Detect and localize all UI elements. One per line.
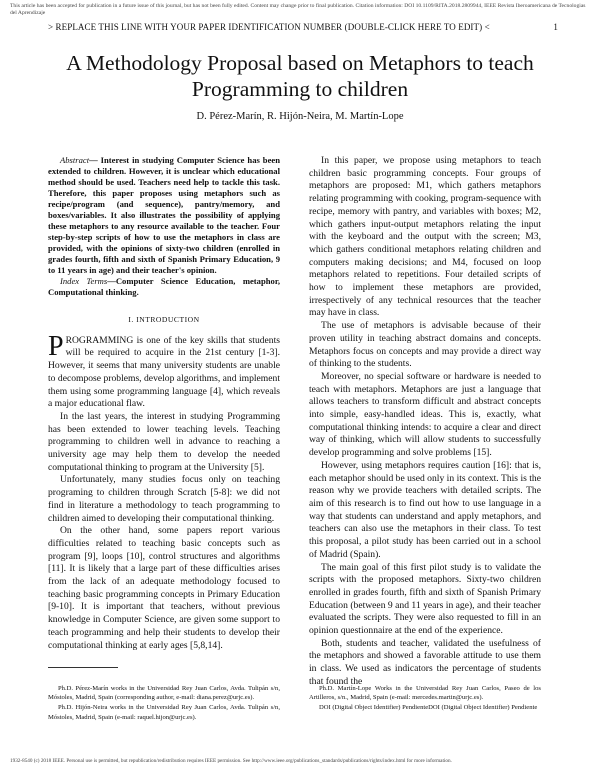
- index-terms: [48, 276, 280, 298]
- section-heading: I. INTRODUCTION: [128, 315, 200, 324]
- footnotes-right: [309, 684, 541, 714]
- right-column: [309, 155, 541, 689]
- body-paragraph-3: Moreover, no special software or hardware is needed to teach with metaphors. Metaphors are just a language that allows teachers to transform difficult and abstract concepts into simple, easy-handled ideas. This is, exactly, what computational thinking intends: to acquire a clear and direct way of thinking, which will allow students to successfully develop programming and solve problems [15].: [309, 370, 541, 459]
- footnotes-left: [48, 684, 280, 723]
- abstract: [48, 155, 280, 276]
- intro-paragraph-2: In the last years, the interest in studying Programming has been extended to lower teaching levels. Teaching programming to children well in advance to reaching a university age may help them to develop the needed computational thinking to program at the University [5].: [48, 410, 280, 473]
- index-terms-text: —Computer Science Education, metaphor, Computational thinking.: [48, 276, 280, 297]
- intro-paragraph-3: Unfortunately, many studies focus only on teaching programing to children through Scratch [5-8]: we did not find in literature a methodology to teach programming to children aimed to developing their computational thinking.: [48, 474, 280, 524]
- running-header: [48, 22, 558, 32]
- footnote-author-1: Ph.D. Pérez-Marín works in the Universidad Rey Juan Carlos, Avda. Tulipán s/n, Móstoles, Madrid, Spain (corresponding author, e-mail: diana.perez@urjc.es).: [48, 685, 280, 702]
- intro-paragraph-1-text: is one of the key skills that students will be required to acquire in the 21st century [1-3]. However, it seems that many university students are unable to decompose problems, develop algorithms, and implement them using some programming language [4], which reveals a major educational flaw.: [48, 334, 280, 410]
- smallcaps-word: ROGRAMMING: [65, 334, 134, 346]
- footnote-author-2: Ph.D. Hijón-Neira works in the Universidad Rey Juan Carlos, Avda. Tulipán s/n, Móstoles, Madrid, Spain (e-mail: raquel.hijon@urjc.es).: [48, 704, 280, 721]
- header-text: > REPLACE THIS LINE WITH YOUR PAPER IDENTIFICATION NUMBER (DOUBLE-CLICK HERE TO EDIT) <: [48, 22, 490, 32]
- drop-cap: P: [48, 330, 64, 362]
- abstract-text: — Interest in studying Computer Science has been extended to children. However, it is unclear which educational method should be used. Teachers need help to tackle this task. Therefore, this paper proposes using metaphors such as recipe/program (and sequence), pantry/memory, and boxes/variables. It also illustrates the possibility of applying these metaphors to any resource available to the teacher. Four step-by-step scripts of how to use the metaphors in class are provided, with the opinions of sixty-two children (enrolled in grades fourth, fifth and sixth of Spanish Primary Education, 9 to 11 years in age) and their teacher's opinion.: [48, 155, 280, 275]
- copyright-notice: 1932-8540 (c) 2018 IEEE. Personal use is permitted, but republication/redistribution requires IEEE permission. See http://www.ieee.org/publications_standards/publications/rights/index.html for more information.: [10, 758, 452, 764]
- publication-notice: This article has been accepted for publication in a future issue of this journal, but has not been fully edited. Content may change prior to final publication. Citation information: DOI 10.1109/RITA.2018.2809944, IEEE Revista Iberoamericana de Tecnologias del Aprendizaje: [10, 3, 586, 16]
- body-paragraph-5: The main goal of this first pilot study is to validate the scripts with the proposed metaphors. Sixty-two children enrolled in grades fourth, fifth and sixth of Spanish Primary Education (between 9 and 11 years in age), and their teacher evaluated the scripts. They were also requested to fill in an opinion questionnaire at the end of the experience.: [309, 561, 541, 637]
- page-number: 1: [553, 22, 558, 32]
- left-column: [48, 155, 280, 652]
- body-paragraph-6: Both, students and teacher, validated the usefulness of the metaphors and showed a favorable attitude to use them in class. We used as indicators the percentage of students that found the: [309, 637, 541, 687]
- paper-title: A Methodology Proposal based on Metaphors to teach Programming to children: [66, 51, 534, 101]
- body-paragraph-1: In this paper, we propose using metaphors to teach children basic programming concepts. Four groups of metaphors are proposed: M1, which gathers metaphors relating programming with cooking, program-sequence with recipe, memory with pantry, and variables with boxes; M2, which gathers input-output metaphors relating the input with the keyboard and the output with the screen; M3, which gathers conditional metaphors relating children and computers making decisions; and M4, focused on loop metaphors related to repetitions. Four detailed scripts of how to implement these metaphors are provided, irrespectively of any technical resources that the teacher may have in class.: [309, 155, 541, 319]
- intro-paragraph-1: [48, 330, 280, 411]
- footnote-divider: [48, 667, 118, 668]
- abstract-label: Abstract: [60, 155, 90, 165]
- body-paragraph-2: The use of metaphors is advisable because of their proven utility in teaching abstract domains and concepts. Metaphors focus on concepts and may provide a direct way of thinking to the students.: [309, 320, 541, 370]
- footnote-author-3: Ph.D. Martín-Lope Works in the Universidad Rey Juan Carlos, Paseo de los Artilleros, s/n., Madrid, Spain (e-mail: mercedes.martin@urjc.es).: [309, 685, 541, 702]
- index-terms-label: Index Terms: [60, 276, 108, 286]
- intro-paragraph-4: On the other hand, some papers report various difficulties related to teaching basic concepts such as program [9], loops [10], control structures and algorithms [11]. It is likely that a large part of these difficulties arises from the lack of an adequate methodology focused to teaching basic programming concepts in Primary Education [9-10]. It is important that teachers, without previous knowledge in Computer Science, are given some support to teach programming and help their students to develop their computational thinking at early ages [5,8,14].: [48, 525, 280, 651]
- paper-authors: D. Pérez-Marín, R. Hijón-Neira, M. Martín-Lope: [196, 111, 404, 122]
- body-paragraph-4: However, using metaphors requires caution [16]: that is, each metaphor should be used only in its context. This is the reason why we provide teachers with detailed scripts. The aim of this research is to find out how to use language in a way that students can understand and apply metaphors, and teachers can also use the metaphors in their class. To test this proposal, a pilot study has been carried out in a school of Madrid (Spain).: [309, 459, 541, 560]
- footnote-doi: DOI (Digital Object Identifier) PendienteDOI (Digital Object Identifier) Pendiente: [319, 704, 538, 712]
